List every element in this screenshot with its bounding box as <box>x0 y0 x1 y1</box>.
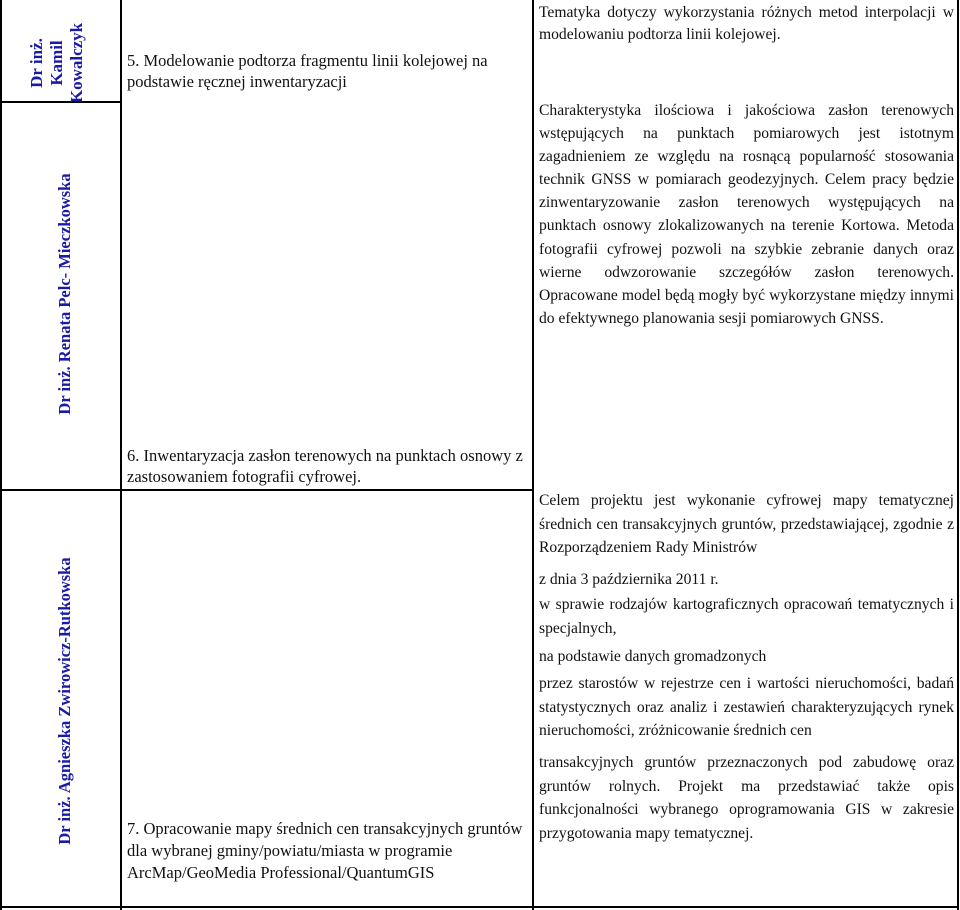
topic-6-description: Charakterystyka ilościowa i jakościowa zasłon terenowych wstępujących na punktach pomiarowych jest istotnym zagadnieniem ze względu na rosnącą popularność stosowania technik GNSS w pomiarach geodezyjnych. Celem pracy będzie zinwentaryzowanie zasłon terenowych występujących na punktach osnowy zlokalizowanych na terenie Kortowa. Metoda fotografii cyfrowej pozwoli na szybkie zebranie danych oraz wierne odwzorowanie szczegółów zasłon terenowych. Opracowane model będą mogły być wykorzystane między innymi do efektywnego planowania sesji pomiarowych GNSS. <box>539 102 954 327</box>
topic-6-title: 6. Inwentaryzacja zasłon terenowych na punktach osnowy z zastosowaniem fotografii cyfrowej. <box>127 446 523 486</box>
topic-5-title: 5. Modelowanie podtorza fragmentu linii kolejowej na podstawie ręcznej inwentaryzacji <box>127 51 488 91</box>
description-column-divider <box>532 0 534 910</box>
topic-7-paragraph-1: Celem projektu jest wykonanie cyfrowej mapy tematycznej średnich cen transakcyjnych gruntów, przedstawiającej, zgodnie z Rozporządzeniem Rady Ministrów <box>539 492 954 557</box>
table-right-border <box>957 0 959 910</box>
supervisor-kowalczyk-line1: Dr inż. <box>27 38 46 88</box>
supervisor-pelc-mieczkowska: Dr inż. Renata Pelc- Mieczkowska <box>55 173 74 415</box>
supervisor-column-divider <box>120 0 122 910</box>
topic-7-description <box>539 489 954 851</box>
topic-7-paragraph-4: na podstawie danych gromadzonych <box>539 647 767 665</box>
topic-7-title: 7. Opracowanie mapy średnich cen transakcyjnych gruntów dla wybranej gminy/powiatu/miasta w programie ArcMap/GeoMedia Professional/QuantumGIS <box>127 819 523 882</box>
topic-5-description: Tematyka dotyczy wykorzystania różnych metod interpolacji w modelowaniu podtorza linii kolejowej. <box>539 4 954 43</box>
table-bottom-border <box>0 906 532 908</box>
row-divider-2 <box>0 489 532 491</box>
supervisor-kowalczyk <box>27 13 93 113</box>
supervisor-zwirowicz-rutkowska: Dr inż. Agnieszka Zwirowicz-Rutkowska <box>55 557 74 845</box>
supervisor-kowalczyk-line2: Kamil <box>47 40 66 86</box>
table-left-border <box>0 0 2 910</box>
topic-7-paragraph-6: transakcyjnych gruntów przeznaczonych pod zabudowę oraz gruntów rolnych. Projekt ma przedstawiać także opis funkcjonalności wybranego oprogramowania GIS w zakresie przygotowania mapy tematycznej. <box>539 753 954 842</box>
topic-7-paragraph-2: z dnia 3 października 2011 r. <box>539 570 719 588</box>
topic-7-paragraph-5: przez starostów w rejestrze cen i wartości nieruchomości, badań statystycznych oraz analiz i zestawień charakteryzujących rynek nieruchomości, zróżnicowanie średnich cen <box>539 675 954 740</box>
supervisor-kowalczyk-line3: Kowalczyk <box>67 22 86 104</box>
topic-7-paragraph-3: w sprawie rodzajów kartograficznych opracowań tematycznych i specjalnych, <box>539 596 954 637</box>
description-bottom-border <box>532 906 959 908</box>
